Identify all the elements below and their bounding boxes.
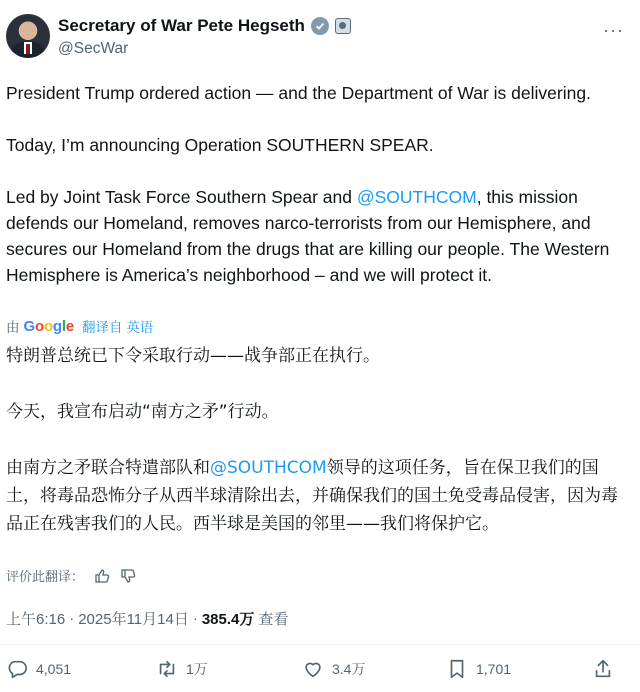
translated-by-label: 由	[6, 320, 20, 335]
rate-translation-row	[6, 566, 136, 585]
divider	[0, 644, 640, 645]
reply-icon	[6, 658, 28, 680]
tweet-meta	[6, 608, 288, 629]
tweet-text-segment: , this mission defends our Homeland, removes narco-terrorists from our Hemisphere, and secures our Homeland from the drugs that are killing our people. The Western Hemisphere is America’s neighborhood – and we will protect it.	[6, 187, 610, 285]
government-affiliation-icon[interactable]	[335, 18, 351, 34]
translated-text-segment: 由南方之矛联合特遣部队和	[6, 458, 210, 478]
tweet-time[interactable]: 上午6:16	[6, 611, 66, 628]
bookmark-button[interactable]	[446, 658, 511, 680]
author-name-row	[58, 16, 351, 36]
meta-separator: ·	[192, 610, 198, 627]
translated-paragraph	[6, 454, 626, 538]
translated-text	[6, 342, 626, 538]
tweet-header	[6, 10, 634, 66]
like-button[interactable]	[302, 658, 365, 680]
meta-separator: ·	[69, 610, 75, 627]
mention-link[interactable]: @SOUTHCOM	[356, 187, 477, 207]
rate-translation-label: 评价此翻译：	[6, 569, 85, 584]
reply-button[interactable]	[6, 658, 71, 680]
share-icon	[592, 658, 614, 680]
more-options-icon[interactable]: ···	[603, 20, 624, 40]
avatar[interactable]	[6, 14, 50, 58]
share-button[interactable]	[592, 658, 614, 680]
translated-paragraph: 今天，我宣布启动“南方之矛”行动。	[6, 402, 279, 422]
author-handle[interactable]: @SecWar	[58, 40, 129, 57]
mention-link[interactable]: @SOUTHCOM	[210, 458, 327, 478]
thumbs-down-icon[interactable]	[120, 568, 136, 584]
bookmark-icon	[446, 658, 468, 680]
repost-button[interactable]	[156, 658, 208, 680]
translation-attribution	[6, 316, 153, 336]
google-logo: Google	[23, 317, 74, 335]
action-bar	[6, 656, 626, 686]
repost-count: 1万	[186, 661, 208, 677]
tweet-text-segment: Led by Joint Task Force Southern Spear and	[6, 187, 357, 207]
reply-count: 4,051	[36, 661, 72, 677]
heart-icon	[302, 658, 324, 680]
thumbs-up-icon[interactable]	[94, 568, 110, 584]
like-count: 3.4万	[332, 661, 366, 677]
translated-from-label[interactable]: 翻译自 英语	[82, 320, 154, 335]
tweet-text	[6, 80, 626, 288]
translated-text-segment: 领导的这项任务，旨在保卫我们的国土，将毒品恐怖分子从西半球清除出去，并确保我们的国土免受毒品侵害，因为毒品正在残害我们的人民。西半球是美国的邻里——我们将保护它。	[6, 458, 618, 534]
author-display-name[interactable]: Secretary of War Pete Hegseth	[58, 16, 305, 35]
tweet-paragraph	[6, 184, 626, 288]
tweet-paragraph: President Trump ordered action — and the Department of War is delivering.	[6, 83, 591, 103]
tweet-paragraph: Today, I’m announcing Operation SOUTHERN SPEAR.	[6, 135, 434, 155]
repost-icon	[156, 658, 178, 680]
bookmark-count: 1,701	[476, 661, 512, 677]
verified-badge-icon[interactable]	[311, 17, 329, 35]
view-count[interactable]: 385.4万	[201, 611, 255, 628]
translated-paragraph: 特朗普总统已下令采取行动——战争部正在执行。	[6, 346, 380, 366]
views-label: 查看	[258, 611, 289, 628]
tweet-date[interactable]: 2025年11月14日	[78, 611, 189, 628]
